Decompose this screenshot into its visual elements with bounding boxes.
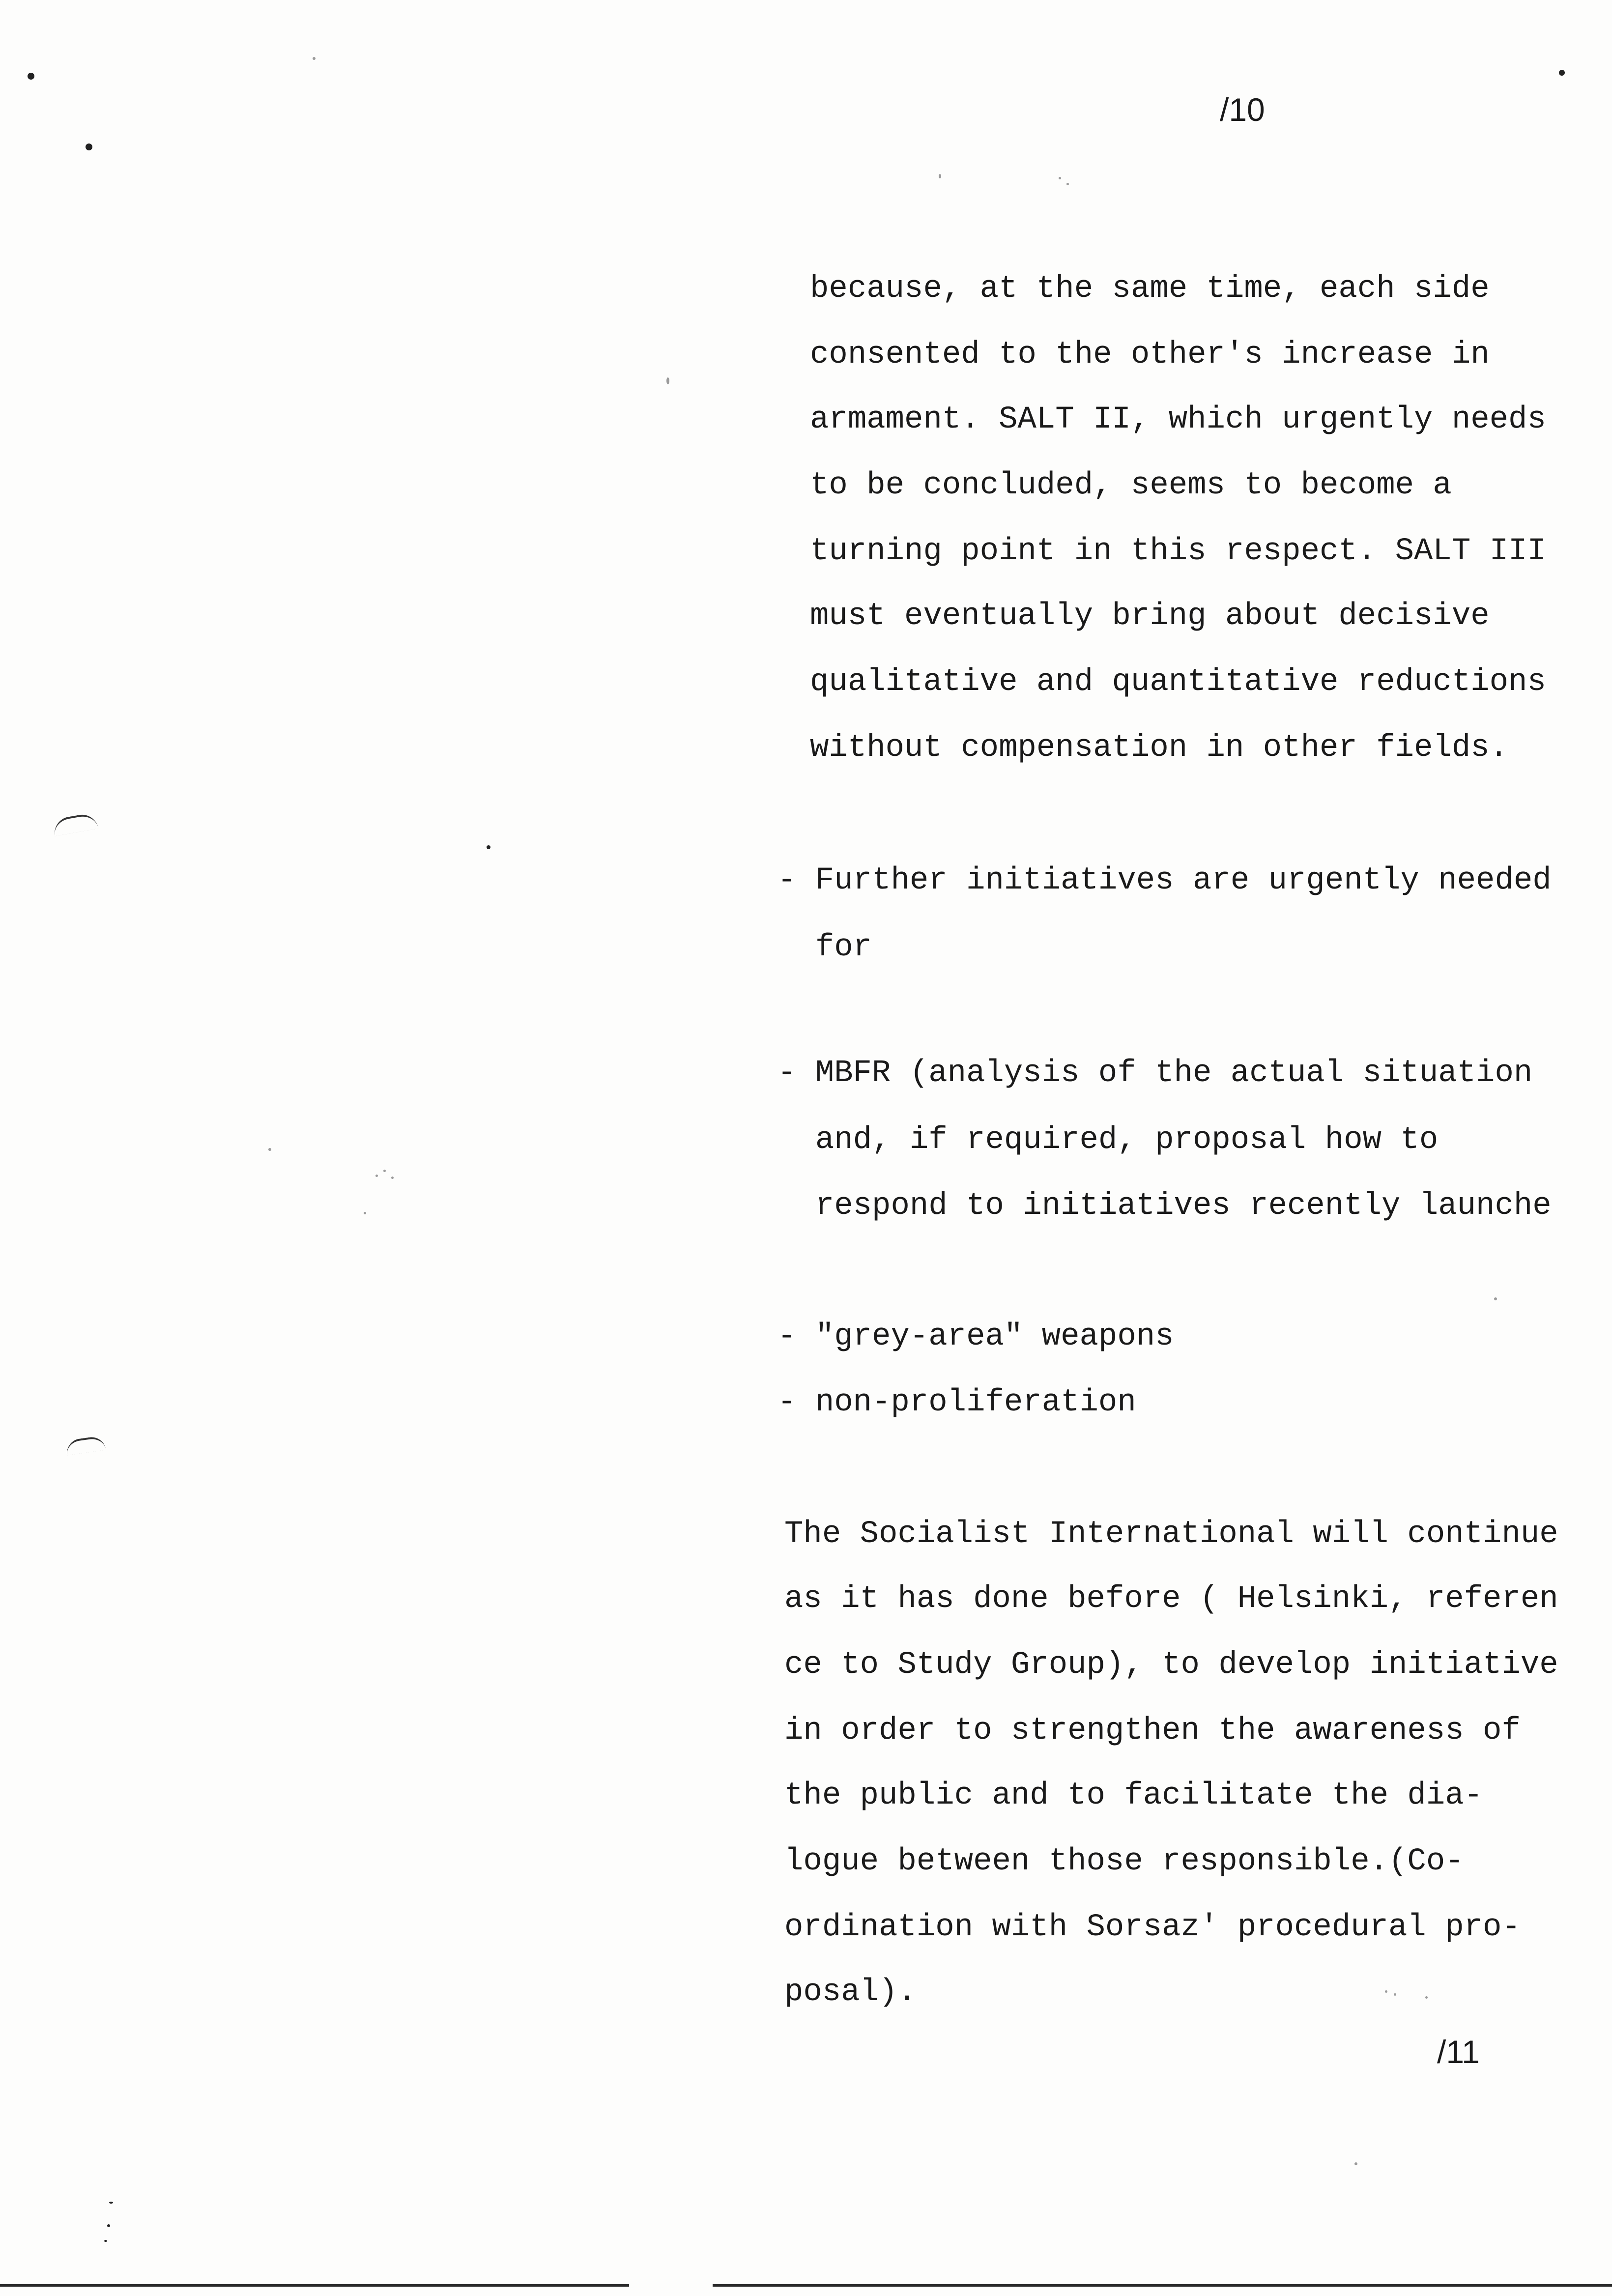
- scan-speck: [1066, 183, 1069, 185]
- paragraph-1-line: without compensation in other fields.: [810, 730, 1509, 766]
- scan-speck: [268, 1148, 271, 1151]
- paragraph-2-line: ordination with Sorsaz' procedural pro-: [784, 1910, 1521, 1945]
- scan-speck: [666, 377, 669, 384]
- paragraph-1-line: must eventually bring about decisive: [810, 599, 1490, 634]
- margin-mark: [65, 1435, 106, 1456]
- bullet-mbfr-line: and, if required, proposal how to: [777, 1122, 1439, 1158]
- bullet-mbfr-line: respond to initiatives recently launche: [777, 1188, 1552, 1224]
- scan-speck: [383, 1170, 386, 1172]
- bottom-edge-rule: [0, 2284, 629, 2287]
- scan-speck: [375, 1175, 378, 1177]
- scan-speck: [109, 2202, 113, 2204]
- paragraph-2-line: as it has done before ( Helsinki, referen: [784, 1581, 1558, 1617]
- paragraph-2-line: The Socialist International will continue: [784, 1517, 1558, 1552]
- page-number-top: /10: [1220, 91, 1265, 128]
- paragraph-1-line: consented to the other's increase in: [810, 337, 1490, 373]
- scan-speck: [1559, 70, 1565, 76]
- scan-speck: [86, 144, 92, 150]
- paragraph-1-line: because, at the same time, each side: [810, 271, 1490, 307]
- paragraph-1-line: to be concluded, seems to become a: [810, 468, 1452, 503]
- bullet-grey-area: - "grey-area" weapons: [777, 1319, 1174, 1354]
- paragraph-2-line: logue between those responsible.(Co-: [784, 1844, 1464, 1879]
- scan-speck: [1394, 1993, 1396, 1996]
- page-number-bottom: /11: [1437, 2034, 1480, 2070]
- margin-mark: [52, 812, 99, 836]
- scan-speck: [939, 174, 941, 178]
- bullet-initiatives-line: - Further initiatives are urgently needed: [777, 863, 1552, 898]
- scan-speck: [391, 1177, 394, 1179]
- scan-speck: [28, 73, 34, 80]
- scan-speck: [107, 2224, 110, 2227]
- bottom-edge-rule: [713, 2284, 1612, 2287]
- bullet-non-proliferation: - non-proliferation: [777, 1385, 1136, 1420]
- paragraph-2-line: ce to Study Group), to develop initiative: [784, 1647, 1558, 1683]
- paragraph-1-line: qualitative and quantitative reductions: [810, 664, 1546, 700]
- bullet-mbfr-line: - MBFR (analysis of the actual situation: [777, 1056, 1533, 1091]
- paragraph-2-line: the public and to facilitate the dia-: [784, 1778, 1483, 1813]
- scan-speck: [104, 2240, 107, 2242]
- scan-speck: [1385, 1990, 1387, 1993]
- scan-speck: [1059, 177, 1061, 179]
- scan-speck: [313, 57, 316, 60]
- scan-speck: [487, 845, 490, 849]
- paragraph-2-line: posal).: [784, 1975, 917, 2010]
- paragraph-1-line: armament. SALT II, which urgently needs: [810, 402, 1546, 437]
- scan-speck: [1494, 1297, 1497, 1300]
- bullet-initiatives-line: for: [777, 930, 872, 965]
- paragraph-1-line: turning point in this respect. SALT III: [810, 534, 1546, 569]
- scan-speck: [364, 1212, 366, 1214]
- scan-speck: [1425, 1996, 1428, 1999]
- scan-speck: [1354, 2162, 1357, 2165]
- paragraph-2-line: in order to strengthen the awareness of: [784, 1713, 1521, 1749]
